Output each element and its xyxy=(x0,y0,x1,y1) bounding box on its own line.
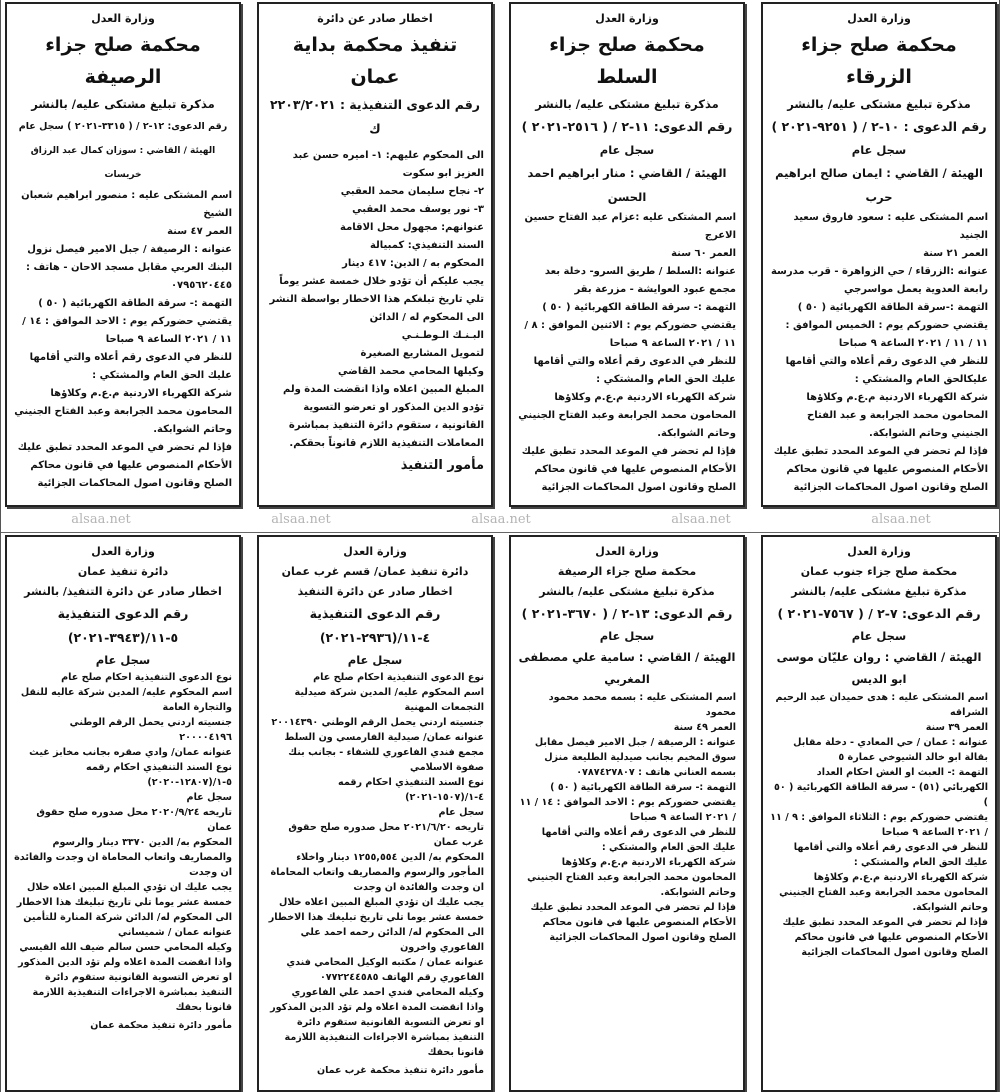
notices-row-bottom xyxy=(1,533,1000,1092)
notice-heading: رقم الدعوى التنفيذية ٥-١١/(٣٩٤٣-٢٠٢١) xyxy=(57,606,189,645)
notice-heading: مذكرة تبليغ مشتكى عليه/ بالنشر xyxy=(787,97,971,111)
notice-heading: مذكرة تبليغ مشتكى عليه/ بالنشر xyxy=(539,585,715,598)
notice-heading: مذكرة تبليغ مشتكى عليه/ بالنشر xyxy=(791,585,967,598)
notice-heading: رقم الدعوى: ١٢-٢ / ( ٣٣١٥-٢٠٢١ ) سجل عام xyxy=(18,121,228,132)
notice-text-line: واذا انقضت المدة اعلاه ولم تؤد الدين المذكور او تعرض التسوية القانونية ستقوم دائرة التنفيذ بمباشرة الاجراءات التنفيذية اللازمة قانونا بحقك xyxy=(270,1002,484,1058)
notice-heading: الهيئة / القاضي : سوزان كمال عبد الرزاق خريسات xyxy=(30,146,216,180)
notice-heading: محكمة صلح جزاء جنوب عمان xyxy=(800,565,958,578)
legal-notice xyxy=(257,535,493,1092)
notice-heading: رقم الدعوى: ١٣-٢ / ( ٣٦٧٠-٢٠٢١ ) xyxy=(521,606,733,621)
notice-text-line: اسم المشتكى عليه : بسمه محمد محمود محمود xyxy=(548,692,736,718)
legal-notice xyxy=(761,535,997,1092)
notice-text-line: اسم المحكوم عليه/ المدين شركة عاليه للنقل والتجارة العامة xyxy=(20,687,232,713)
legal-notice xyxy=(509,535,745,1092)
notice-heading: رقم الدعوى التنفيذية : ٢٢٠٣/٢٠٢١ ك xyxy=(269,97,480,136)
notice-heading: دائرة تنفيذ عمان/ قسم غرب عمان xyxy=(281,565,469,578)
notice-text-line: التهمة :- العبث او الغش احكام العداد الكهربائي (٥١) - سرقة الطاقة الكهربائية ( ٥٠ ) xyxy=(774,767,988,808)
notice-text-line: المحكوم به/ الدين ٣٣٧٠ دينار والرسوم والمصاريف واتعاب المحاماة ان وجدت والفائدة ان وجدت xyxy=(14,837,232,878)
notice-heading: محكمة صلح جزاء الرصيفة xyxy=(557,565,697,578)
notice-text-line: البـنـك الـوطـنـي xyxy=(401,330,484,341)
notice-text-line: عنوانه : الرصيفة / جبل الامير فيصل مقابل سوق المخيم بجانب صيدلية الطليعة منزل بسمه العناني هاتف : ٠٧٨٧٤٢٧٨٠٧ xyxy=(534,737,736,778)
notice-heading: سجل عام xyxy=(599,629,655,643)
notice-text-line: التهمة :- سرقة الطاقة الكهربائية ( ٥٠ ) xyxy=(542,302,736,313)
notice-text-line: التهمة :-سرقة الطاقة الكهربائية ( ٥٠ ) xyxy=(797,302,988,313)
notice-heading: سجل عام xyxy=(599,143,655,157)
notice-text-line: فإذا لم تحضر في الموعد المحدد تطبق عليك الأحكام المنصوص عليها في قانون محاكم الصلح وقانون اصول المحاكمات الجزائية xyxy=(773,446,988,493)
notice-heading: سجل عام xyxy=(851,143,907,157)
notice-heading: رقم الدعوى: ١١-٢ / ( ٢٥١٦-٢٠٢١ ) xyxy=(521,119,733,134)
notice-text-line: وكيله المحامي فندي احمد علي الفاعوري xyxy=(291,987,484,998)
notice-text-line: العمر ٤٩ سنة xyxy=(673,722,736,733)
notice-signature: مأمور التنفيذ xyxy=(400,458,484,473)
watermark: alsaa.net xyxy=(671,512,731,527)
notice-title: محكمة صلح جزاء الرصيفة xyxy=(45,34,201,88)
legal-notice xyxy=(761,2,997,507)
notice-text-line: للنظر في الدعوى رقم أعلاه والتي أقامها عليك الحق العام والمشتكي : xyxy=(29,352,232,381)
notice-text-line: جنسيته اردني يحمل الرقم الوطني ٢٠٠١٤٣٩٠ xyxy=(271,717,484,728)
watermark: alsaa.net xyxy=(471,512,531,527)
notice-heading: وزارة العدل xyxy=(91,545,155,558)
notice-text-line: شركة الكهرباء الاردنية م.ع.م وكلاؤها المحامون محمد الجرابعة وعبد الفتاح الجنيني وحاتم الشوابكة. xyxy=(518,392,736,439)
notice-signature: مأمور دائرة تنفيذ محكمة غرب عمان xyxy=(316,1065,484,1076)
notice-text-line: شركة الكهرباء الاردنية م.ع.م وكلاؤها المحامون محمد الجرابعة وعبد الفتاح الجنيني وحاتم الشوابكة. xyxy=(779,872,988,913)
notice-heading: وزارة العدل xyxy=(595,545,659,558)
row-divider xyxy=(1,507,1000,533)
notice-text-line: فإذا لم تحضر في الموعد المحدد تطبق عليك الأحكام المنصوص عليها في قانون محاكم الصلح وقانون اصول المحاكمات الجزائية xyxy=(17,442,232,489)
notice-text-line: عنوانه عمان / مكتبه الوكيل المحامي فندي الفاعوري رقم الهاتف ٠٧٧٢٢٤٤٥٨٥ xyxy=(286,957,484,983)
notice-heading: وزارة العدل xyxy=(91,12,155,25)
notice-text-line: عنوانه :الزرقاء / حي الزواهرة - قرب مدرسة رابعة العدوية يعمل مواسرجي xyxy=(770,266,988,295)
notice-title: تنفيذ محكمة بداية عمان xyxy=(292,34,458,88)
notice-text-line: شركة الكهرباء الاردنية م.ع.م وكلاؤها المحامون محمد الجرابعة وعبد الفتاح الجنيني وحاتم الشوابكة. xyxy=(14,388,232,435)
watermark: alsaa.net xyxy=(71,512,131,527)
notice-text-line: يجب عليك ان تؤدي المبلغ المبين اعلاه خلال خمسة عشر يوما تلي تاريخ تبليغك هذا الاخطار الى المحكوم له/ الدائن رحمه احمد علي الفاعوري واخرون xyxy=(268,897,484,953)
notice-text-line: عنوانه : عمان / حي المعادي - دخلة مقابل بقالة ابو خالد الشيوخي عمارة ٥ xyxy=(793,737,988,763)
notice-title: محكمة صلح جزاء الزرقاء xyxy=(801,34,957,88)
legal-notice xyxy=(257,2,493,507)
notice-text-line: سجل عام xyxy=(438,807,484,818)
notice-text-line: العمر ٦٠ سنة xyxy=(671,248,736,259)
notice-text-line: يقتضي حضوركم يوم : الاحد الموافق : ١٤ / ١١ / ٢٠٢١ الساعة ٩ صباحا xyxy=(519,797,736,823)
notice-text-line: نوع الدعوى التنفيذية احكام صلح عام xyxy=(61,672,232,683)
notice-text-line: عنوانه عمان/ وادي صقره بجانب مخابز غيث xyxy=(29,747,232,758)
notice-heading: وزارة العدل xyxy=(847,12,911,25)
notice-text-line: عنوانه :السلط / طريق السرو- دخلة بعد مجمع عبود العوايشة - مزرعة بقر xyxy=(544,266,736,295)
notice-heading: سجل عام xyxy=(851,629,907,643)
notice-text-line: العمر ٢١ سنة xyxy=(923,248,988,259)
notice-heading: رقم الدعوى : ١٠-٢ / ( ٩٢٥١-٢٠٢١ ) xyxy=(771,119,987,134)
notice-text-line: للنظر في الدعوى رقم أعلاه والتي أقامها عليكالحق العام والمشتكي : xyxy=(785,356,988,385)
notice-text-line: ٣- نور يوسف محمد العقبي xyxy=(352,204,484,215)
notices-row-top xyxy=(1,0,1000,507)
notice-heading: اخطار صادر عن دائرة xyxy=(317,12,433,25)
notice-text-line: نوع الدعوى التنفيذية احكام صلح عام xyxy=(313,672,484,683)
notice-text-line: السند التنفيذي: كمبيالة xyxy=(369,240,484,251)
notice-text-line: الى المحكوم عليهم: ١- اميره حسن عبد العزيز ابو سكوت xyxy=(292,150,484,179)
notice-text-line: فإذا لم تحضر في الموعد المحدد تطبق عليك الأحكام المنصوص عليها في قانون محاكم الصلح وقانون اصول المحاكمات الجزائية xyxy=(521,446,736,493)
legal-notice xyxy=(509,2,745,507)
notice-text-line: اسم المشتكى عليه :عزام عبد الفتاح حسين الاعرج xyxy=(524,212,736,241)
notice-text-line: عنوانه : الرصيفة / جبل الامير فيصل نزول البنك العربي مقابل مسجد الاحان - هاتف : ٠٧٩٥٦٢٠٤٤٥ xyxy=(26,244,232,291)
legal-notice xyxy=(5,535,241,1092)
notice-heading: اخطار صادر عن دائرة التنفيذ/ بالنشر xyxy=(24,585,222,598)
notice-text-line: للنظر في الدعوى رقم أعلاه والتي أقامها عليك الحق العام والمشتكي : xyxy=(533,356,736,385)
notice-text-line: للنظر في الدعوى رقم أعلاه والتي أقامها عليك الحق العام والمشتكي : xyxy=(793,842,988,868)
notice-heading: رقم الدعوى التنفيذية ٤-١١/(٢٩٣٦-٢٠٢١) xyxy=(309,606,441,645)
notice-text-line: شركة الكهرباء الاردنية م.ع.م وكلاؤها المحامون محمد الجرابعة وعبد الفتاح الجنيني وحاتم الشوابكة. xyxy=(527,857,736,898)
notice-heading: وزارة العدل xyxy=(595,12,659,25)
notice-text-line: للنظر في الدعوى رقم أعلاه والتي أقامها عليك الحق العام والمشتكي : xyxy=(541,827,736,853)
notice-text-line: شركة الكهرباء الاردنية م.ع.م وكلاؤها المحامون محمد الجرابعة و عبد الفتاح الجنيني وحاتم الشوابكة. xyxy=(806,392,988,439)
notice-text-line: عنوانه عمان/ صيدلية الفارمسي ون السلط مجمع فندي الفاعوري للشفاء - بجانب بنك صفوة الاسلامي xyxy=(284,732,484,773)
notice-text-line: المحكوم به / الدين: ٤١٧ دينار xyxy=(342,258,484,269)
notice-text-line: يقتضي حضوركم يوم : الخميس الموافق : ١١ / ١١ / ٢٠٢١ الساعة ٩ صباحا xyxy=(785,320,988,349)
notice-heading: سجل عام xyxy=(347,653,403,667)
notice-text-line: اسم المشتكى عليه : هدى حميدان عبد الرحيم الشراقه xyxy=(775,692,988,718)
notice-text-line: اسم المشتكى عليه : سعود فاروق سعيد الجنيد xyxy=(793,212,988,241)
notice-text-line: عنوانهم: مجهول محل الاقامة xyxy=(340,222,484,233)
notice-heading: اخطار صادر عن دائرة التنفيذ xyxy=(297,585,453,598)
notice-text-line: يقتضي حضوركم يوم : الاثنين الموافق : ٨ / ١١ / ٢٠٢١ الساعة ٩ صباحا xyxy=(524,320,736,349)
notice-title: محكمة صلح جزاء السلط xyxy=(549,34,705,88)
notice-heading: رقم الدعوى: ٧-٢ / ( ٧٥٦٧-٢٠٢١ ) xyxy=(777,606,981,621)
notice-heading: سجل عام xyxy=(95,653,151,667)
notice-text-line: جنسيته اردني يحمل الرقم الوطني ٢٠٠٠٠٤١٩٦ xyxy=(69,717,232,743)
notice-text-line: واذا انقضت المدة اعلاه ولم تؤد الدين المذكور او تعرض التسوية القانونية ستقوم دائرة التنفيذ بمباشرة الاجراءات التنفيذية اللازمة قانونا بحقك xyxy=(18,957,232,1013)
notice-text-line: نوع السند التنفيذي احكام رقمه ٤-١/(١٥٠٧-٢٠٢١) xyxy=(338,777,484,803)
notice-text-line: اسم المشتكى عليه : منصور ابراهيم شعبان الشيخ xyxy=(21,190,232,219)
notice-text-line: تاريخه ٢٠٢٠/٩/٢٤ محل صدوره صلح حقوق عمان xyxy=(36,807,232,833)
notice-text-line: وكيلها المحامي محمد القاضي xyxy=(338,366,484,377)
notice-signature: مأمور دائرة تنفيذ محكمة عمان xyxy=(90,1020,232,1031)
notice-heading: الهيئة / القاضي : منار ابراهيم احمد الحسن xyxy=(527,166,727,204)
notice-text-line: يقتضي حضوركم يوم : الاحد الموافق : ١٤ / ١١ / ٢٠٢١ الساعة ٩ صباحا xyxy=(22,316,232,345)
notice-text-line: المحكوم به/ الدين ١٢٥٥,٥٥٤ دينار واخلاء المأجور والرسوم والمصاريف واتعاب المحاماة ان وجدت والفائدة ان وجدت xyxy=(270,852,484,893)
notice-text-line: يجب عليكم أن تؤدو خلال خمسة عشر يوماً تلي تاريخ تبلغكم هذا الاخطار بواسطة النشر الى المحكوم له / الدائن xyxy=(269,276,484,323)
notice-text-line: ٢- نجاح سليمان محمد العقبي xyxy=(340,186,484,197)
notice-text-line: التهمة :- سرقة الطاقة الكهربائية ( ٥٠ ) xyxy=(38,298,232,309)
notice-text-line: يقتضي حضوركم يوم : الثلاثاء الموافق : ٩ / ١١ / ٢٠٢١ الساعة ٩ صباحا xyxy=(770,812,988,838)
notice-heading: مذكرة تبليغ مشتكى عليه/ بالنشر xyxy=(31,97,215,111)
notice-text-line: العمر ٤٧ سنة xyxy=(167,226,232,237)
notice-text-line: فإذا لم تحضر في الموعد المحدد تطبق عليك الأحكام المنصوص عليها في قانون محاكم الصلح وقانون اصول المحاكمات الجزائية xyxy=(782,917,988,958)
notice-text-line: اسم المحكوم عليه/ المدين شركة صيدلية التجمعات المهنية xyxy=(294,687,484,713)
notice-heading: وزارة العدل xyxy=(343,545,407,558)
notice-heading: الهيئة / القاضي : روان عليّان موسى ابو الديس xyxy=(776,650,982,686)
watermark: alsaa.net xyxy=(271,512,331,527)
watermark: alsaa.net xyxy=(871,512,931,527)
notice-text-line: يجب عليك ان تؤدي المبلغ المبين اعلاه خلال خمسة عشر يوما تلي تاريخ تبليغك هذا الاخطار الى المحكوم له/ الدائن شركة المنارة للتأمين xyxy=(16,882,232,923)
notice-text-line: تاريخه ٢٠٢١/٦/٢٠ محل صدوره صلح حقوق غرب عمان xyxy=(288,822,484,848)
notice-heading: وزارة العدل xyxy=(847,545,911,558)
notice-heading: دائرة تنفيذ عمان xyxy=(77,565,169,578)
notice-text-line: التهمة :- سرقة الطاقة الكهربائية ( ٥٠ ) xyxy=(550,782,736,793)
notice-text-line: وكيله المحامي حسن سالم ضيف الله القيسي xyxy=(19,942,232,953)
notice-text-line: لتمويل المشاريع الصغيرة xyxy=(360,348,484,359)
notice-text-line: المبلغ المبين اعلاه واذا انقضت المدة ولم تؤدو الدين المذكور او تعرضو التسوية القانونية ، ستقوم دائرة التنفيذ بمباشرة المعاملات التنفيذية اللازم قانوناً بحقكم. xyxy=(283,384,484,449)
notice-text-line: سجل عام xyxy=(186,792,232,803)
notice-text-line: عنوانه عمان / شميساني xyxy=(118,927,232,938)
notice-heading: الهيئة / القاضي : سامية علي مصطفى المغربي xyxy=(518,650,736,686)
notice-text-line: نوع السند التنفيذي احكام رقمه ٥-١/(١٢٨٠٧-٢٠٢٠) xyxy=(86,762,232,788)
legal-notice xyxy=(5,2,241,507)
notice-text-line: فإذا لم تحضر في الموعد المحدد تطبق عليك الأحكام المنصوص عليها في قانون محاكم الصلح وقانون اصول المحاكمات الجزائية xyxy=(530,902,736,943)
notice-heading: مذكرة تبليغ مشتكى عليه/ بالنشر xyxy=(535,97,719,111)
notice-heading: الهيئة / القاضي : ايمان صالح ابراهيم حرب xyxy=(775,166,983,204)
notice-text-line: العمر ٣٩ سنة xyxy=(925,722,988,733)
